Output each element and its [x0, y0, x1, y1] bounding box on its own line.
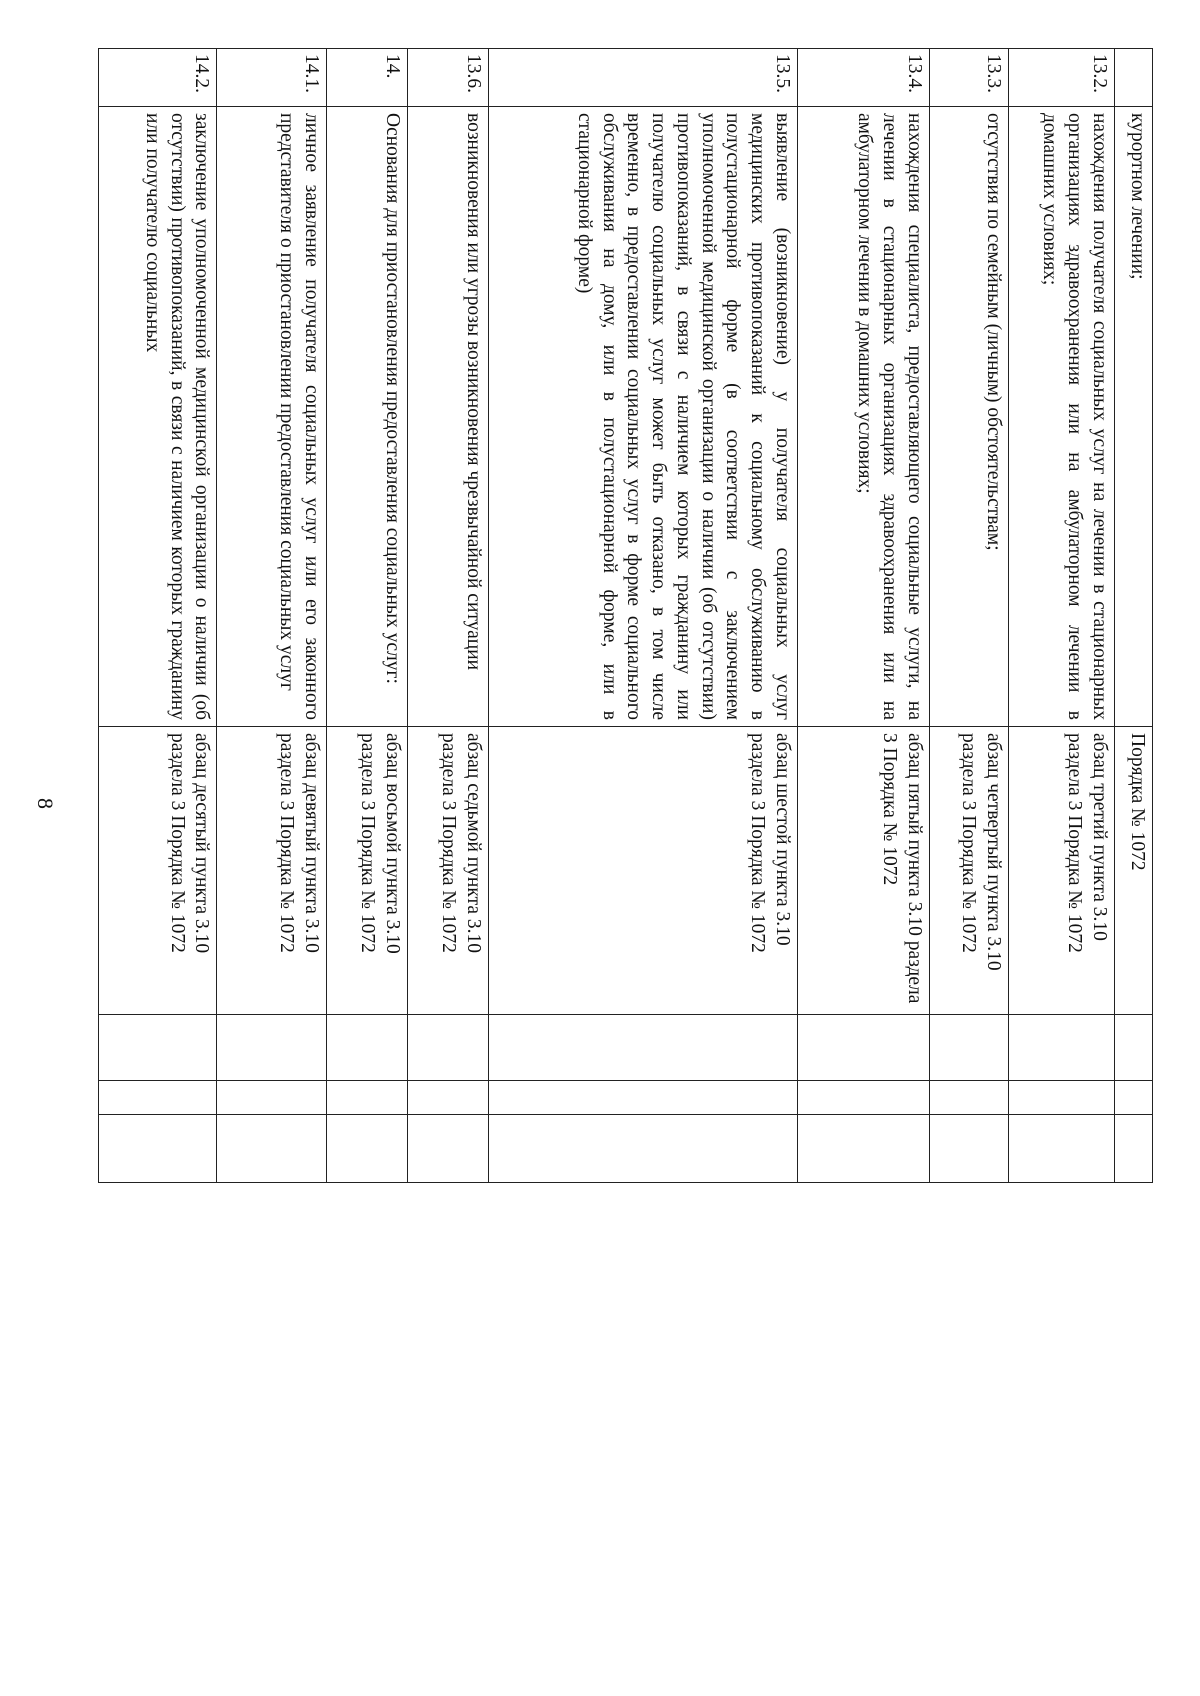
row-reference-cell: абзац седьмой пункта 3.10 раздела 3 Порядка № 1072 [407, 727, 488, 1015]
row-text-cell: заключение уполномоченной медицинской организации о наличии (об отсутствии) противопоказаний, в связи с наличием которых гражданину или получателю социальных [99, 107, 217, 727]
row-reference-cell: абзац девятый пункта 3.10 раздела 3 Порядка № 1072 [217, 727, 326, 1015]
table-row [489, 49, 798, 1183]
table-row [326, 49, 407, 1183]
row-reference-cell: абзац третий пункта 3.10 раздела 3 Порядка № 1072 [1008, 727, 1114, 1015]
row-number-cell: 13.4. [797, 49, 929, 107]
row-text-cell: личное заявление получателя социальных услуг или его законного представителя о приостановлении предоставления социальных услуг [217, 107, 326, 727]
row-number-cell: 13.2. [1008, 49, 1114, 107]
row-reference-cell: абзац десятый пункта 3.10 раздела 3 Порядка № 1072 [99, 727, 217, 1015]
empty-cell [326, 1015, 407, 1081]
row-reference-cell: абзац пятый пункта 3.10 раздела 3 Порядка № 1072 [797, 727, 929, 1015]
empty-cell [1114, 1081, 1152, 1115]
empty-cell [217, 1015, 326, 1081]
page-number: 8 [33, 798, 58, 809]
row-reference-cell: абзац четвертый пункта 3.10 раздела 3 Порядка № 1072 [929, 727, 1008, 1015]
row-number-cell: 13.6. [407, 49, 488, 107]
table-row [797, 49, 929, 1183]
row-text-cell: возникновения или угрозы возникновения чрезвычайной ситуации [407, 107, 488, 727]
row-reference-cell: абзац шестой пункта 3.10 раздела 3 Порядка № 1072 [489, 727, 798, 1015]
empty-cell [1008, 1015, 1114, 1081]
empty-cell [929, 1081, 1008, 1115]
table-row [1114, 49, 1152, 1183]
empty-cell [407, 1115, 488, 1183]
empty-cell [326, 1081, 407, 1115]
empty-cell [407, 1081, 488, 1115]
table-row [929, 49, 1008, 1183]
empty-cell [489, 1115, 798, 1183]
table-row [407, 49, 488, 1183]
row-text-cell: нахождения специалиста, предоставляющего социальные услуги, на лечении в стационарных организациях здравоохранения или на амбулаторном лечении в домашних условиях; [797, 107, 929, 727]
empty-cell [797, 1015, 929, 1081]
table-row [99, 49, 217, 1183]
empty-cell [1008, 1081, 1114, 1115]
empty-cell [489, 1081, 798, 1115]
row-reference-cell: абзац восьмой пункта 3.10 раздела 3 Порядка № 1072 [326, 727, 407, 1015]
row-text-cell: нахождения получателя социальных услуг на лечении в стационарных организациях здравоохранения или на амбулаторном лечении в домашних условиях; [1008, 107, 1114, 727]
row-text-cell: Основания для приостановления предоставления социальных услуг: [326, 107, 407, 727]
empty-cell [99, 1081, 217, 1115]
empty-cell [797, 1115, 929, 1183]
row-number-cell [1114, 49, 1152, 107]
empty-cell [1114, 1015, 1152, 1081]
empty-cell [217, 1081, 326, 1115]
empty-cell [326, 1115, 407, 1183]
empty-cell [929, 1115, 1008, 1183]
empty-cell [407, 1015, 488, 1081]
row-text-cell: отсутствия по семейным (личным) обстоятельствам; [929, 107, 1008, 727]
row-number-cell: 13.5. [489, 49, 798, 107]
empty-cell [489, 1015, 798, 1081]
row-number-cell: 13.3. [929, 49, 1008, 107]
row-text-cell: выявление (возникновение) у получателя социальных услуг медицинских противопоказаний к социальному обслуживанию в полустационарной форме (в соответствии с заключением уполномоченной медицинской организации о наличии (об отсутствии) противопоказаний, в связи с наличием которых гражданину или получателю социальных услуг может быть отказано, в том числе временно, в предоставлении социальных услуг в форме социального обслуживания на дому, или в полустационарной форме, или в стационарной форме) [489, 107, 798, 727]
requirements-table [98, 48, 1153, 1183]
row-number-cell: 14.2. [99, 49, 217, 107]
empty-cell [929, 1015, 1008, 1081]
empty-cell [797, 1081, 929, 1115]
row-number-cell: 14. [326, 49, 407, 107]
table-row [217, 49, 326, 1183]
row-text-cell: курортном лечении; [1114, 107, 1152, 727]
empty-cell [217, 1115, 326, 1183]
row-reference-cell: Порядка № 1072 [1114, 727, 1152, 1015]
document-table-sheet [98, 48, 1153, 1182]
empty-cell [99, 1115, 217, 1183]
empty-cell [1008, 1115, 1114, 1183]
row-number-cell: 14.1. [217, 49, 326, 107]
table-row [1008, 49, 1114, 1183]
empty-cell [1114, 1115, 1152, 1183]
empty-cell [99, 1015, 217, 1081]
